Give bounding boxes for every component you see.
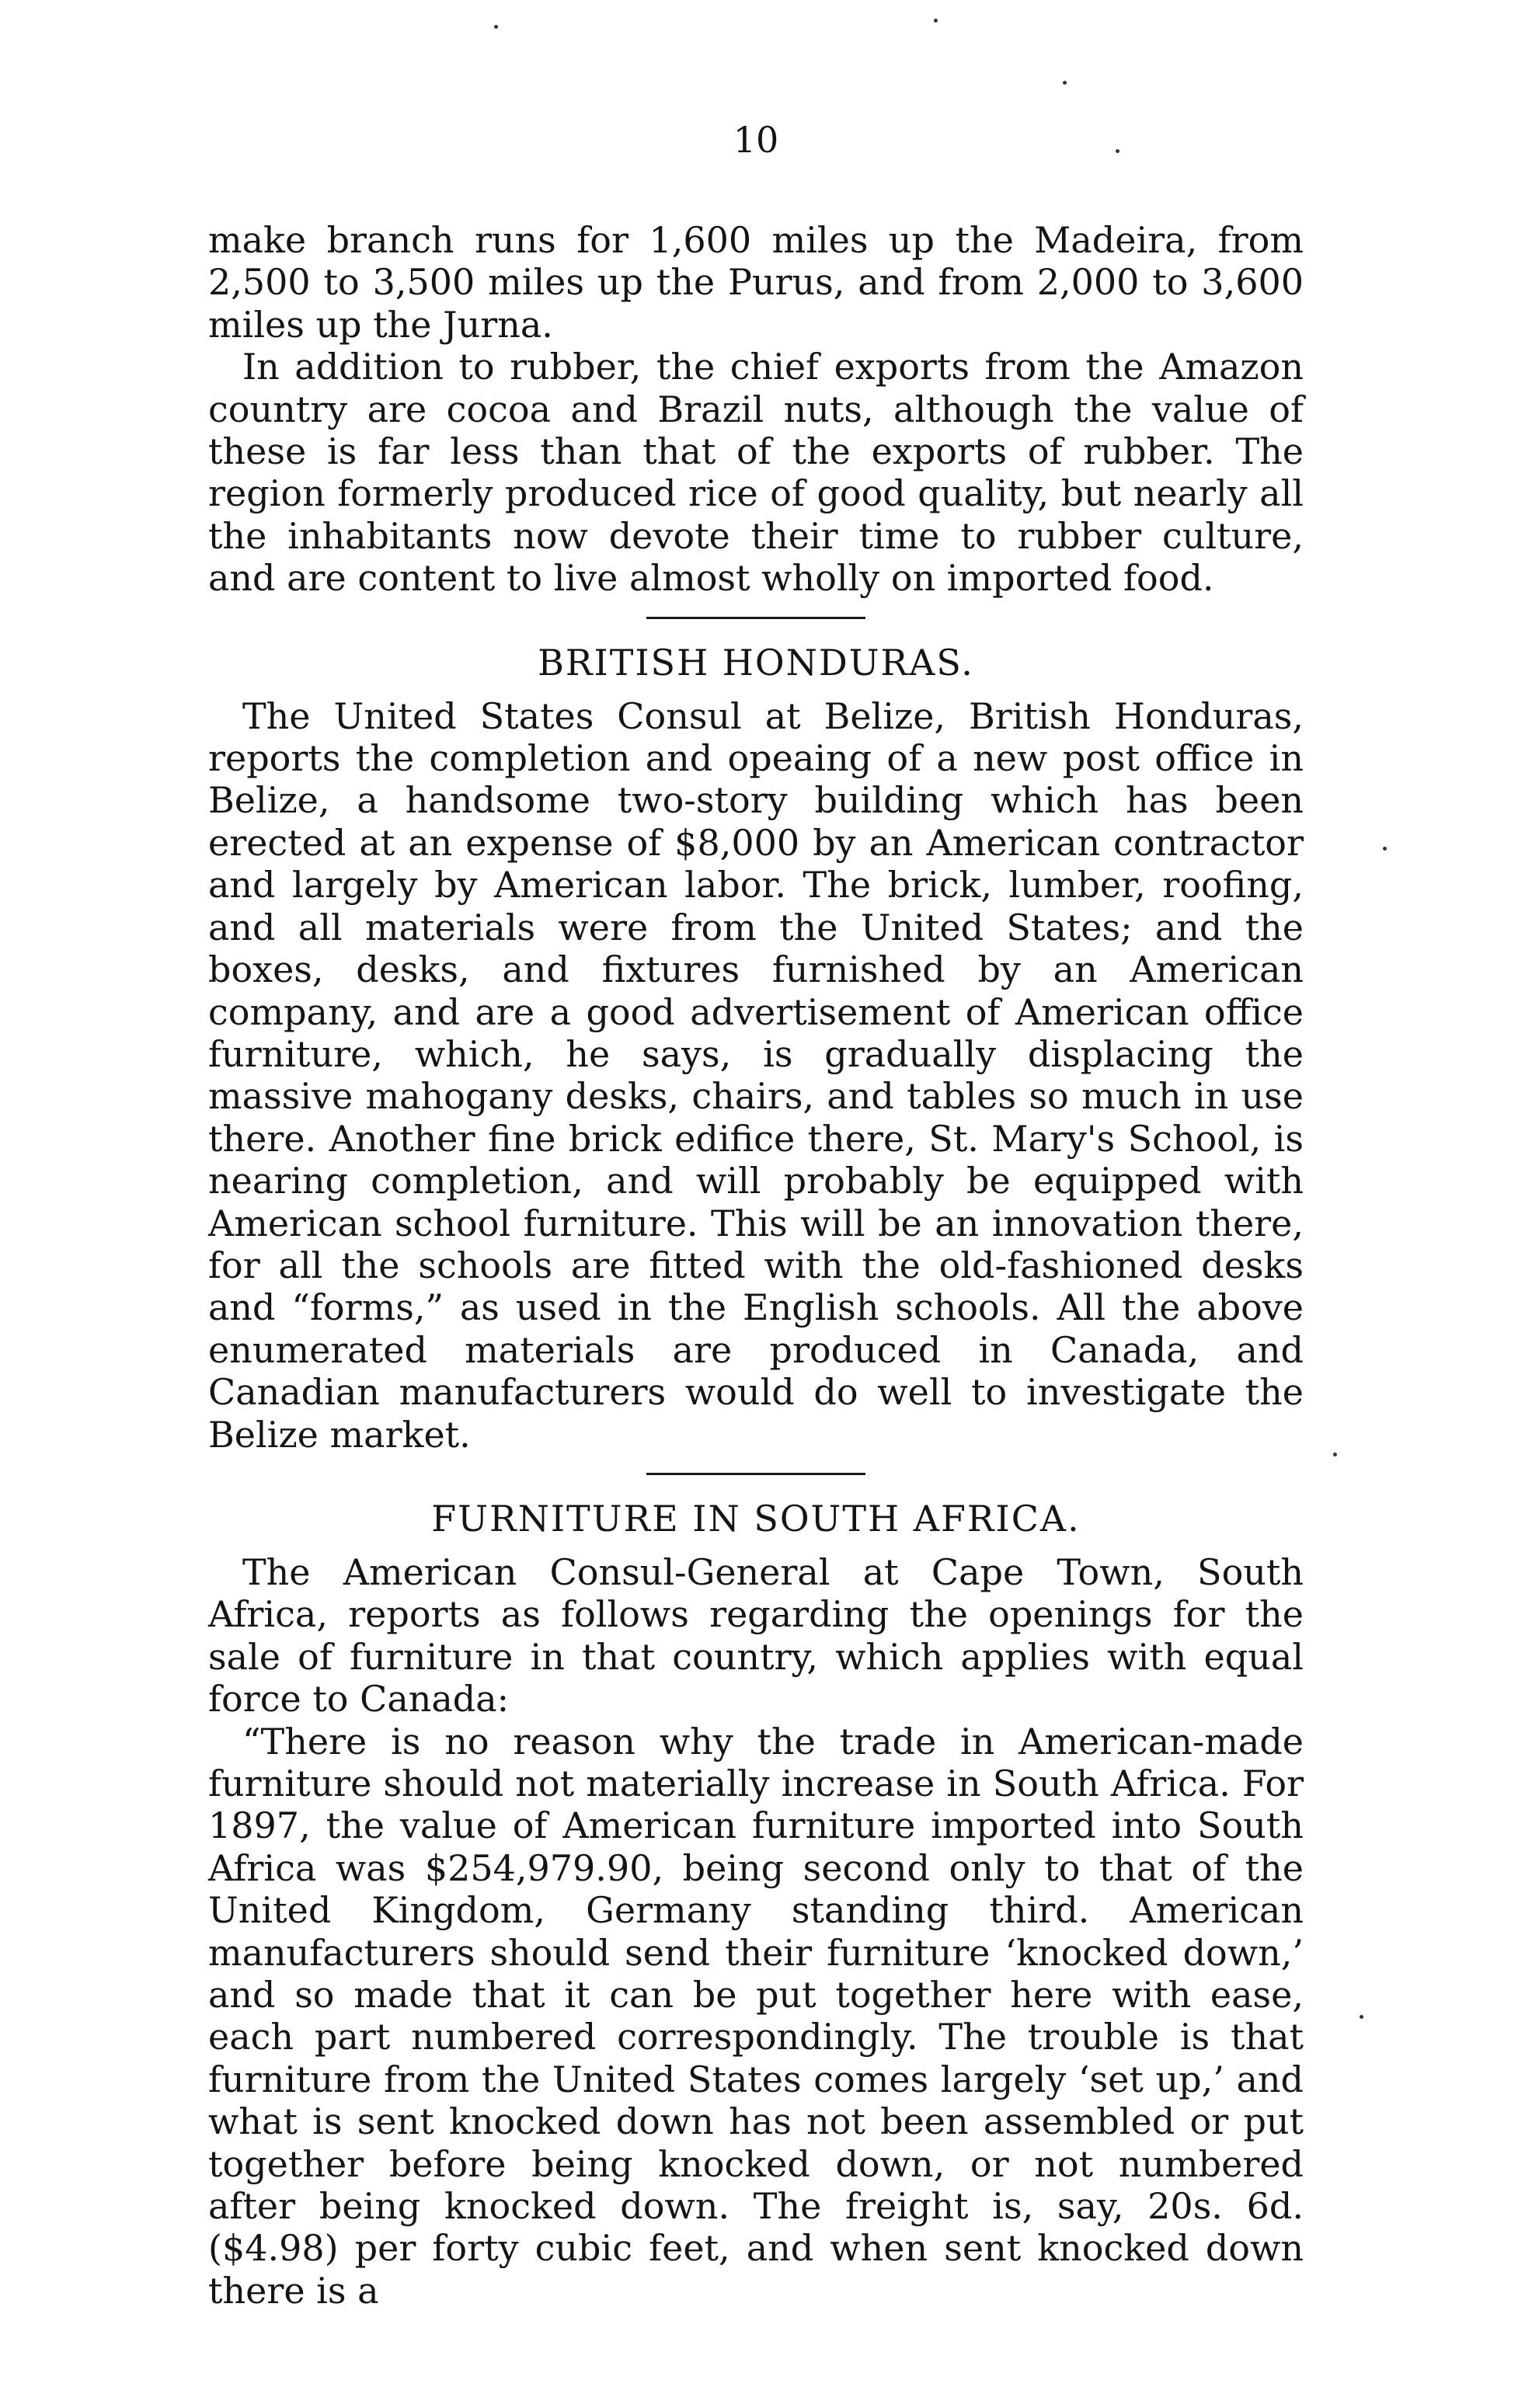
print-speck <box>494 25 498 29</box>
section-divider <box>646 617 865 619</box>
page-number: 10 <box>733 119 779 161</box>
furniture-south-africa-section <box>208 1495 1304 2312</box>
print-speck <box>1063 81 1067 85</box>
intro-section <box>208 219 1304 600</box>
section-heading-furniture-south-africa: FURNITURE IN SOUTH AFRICA. <box>431 1497 1081 1540</box>
furniture-paragraph-2: “There is no reason why the trade in American-made furniture should not materially increase in South Africa. For 1897, the value of American furniture imported into South Africa was $254,979.90, being second only to that of the United Kingdom, Germany standing third. American manufacturers should send their furniture ‘knocked down,’ and so made that it can be put together here with ease, each part numbered correspondingly. The trouble is that furniture from the United States comes largely ‘set up,’ and what is sent knocked down has not been assembled or put together before being knocked down, or not numbered after being knocked down. The freight is, say, 20s. 6d. ($4.98) per forty cubic feet, and when sent knocked down there is a <box>208 1720 1304 2312</box>
section-heading-british-honduras: BRITISH HONDURAS. <box>538 641 974 684</box>
print-speck <box>934 19 938 23</box>
print-speck <box>1333 1453 1337 1456</box>
section-divider <box>646 1473 865 1475</box>
document-page <box>208 117 1304 2312</box>
british-honduras-section <box>208 639 1304 1456</box>
british-honduras-paragraph-1: The United States Consul at Belize, British Honduras, reports the completion and opeaing of a new post office in Belize, a handsome two-story building which has been erected at an expense of $8,000 by an American contractor and largely by American labor. The brick, lumber, roofing, and all materials were from the United States; and the boxes, desks, and fixtures furnished by an American company, and are a good advertisement of American office furniture, which, he says, is gradually displacing the massive mahogany desks, chairs, and tables so much in use there. Another fine brick edifice there, St. Mary's School, is nearing completion, and will probably be equipped with American school furniture. This will be an innovation there, for all the schools are fitted with the old-fashioned desks and “forms,” as used in the English schools. All the above enumerated materials are produced in Canada, and Canadian manufacturers would do well to investigate the Belize market. <box>208 694 1304 1456</box>
print-speck <box>1383 847 1387 851</box>
intro-paragraph-1: make branch runs for 1,600 miles up the Madeira, from 2,500 to 3,500 miles up the Purus, and from 2,000 to 3,600 miles up the Jurna. <box>208 219 1304 346</box>
intro-paragraph-2: In addition to rubber, the chief exports from the Amazon country are cocoa and Brazil nuts, although the value of these is far less than that of the exports of rubber. The region formerly produced rice of good quality, but nearly all the inhabitants now devote their time to rubber culture, and are content to live almost wholly on imported food. <box>208 346 1304 600</box>
print-speck <box>1360 2015 1363 2019</box>
furniture-paragraph-1: The American Consul-General at Cape Town, South Africa, reports as follows regarding the openings for the sale of furniture in that country, which applies with equal force to Canada: <box>208 1550 1304 1721</box>
